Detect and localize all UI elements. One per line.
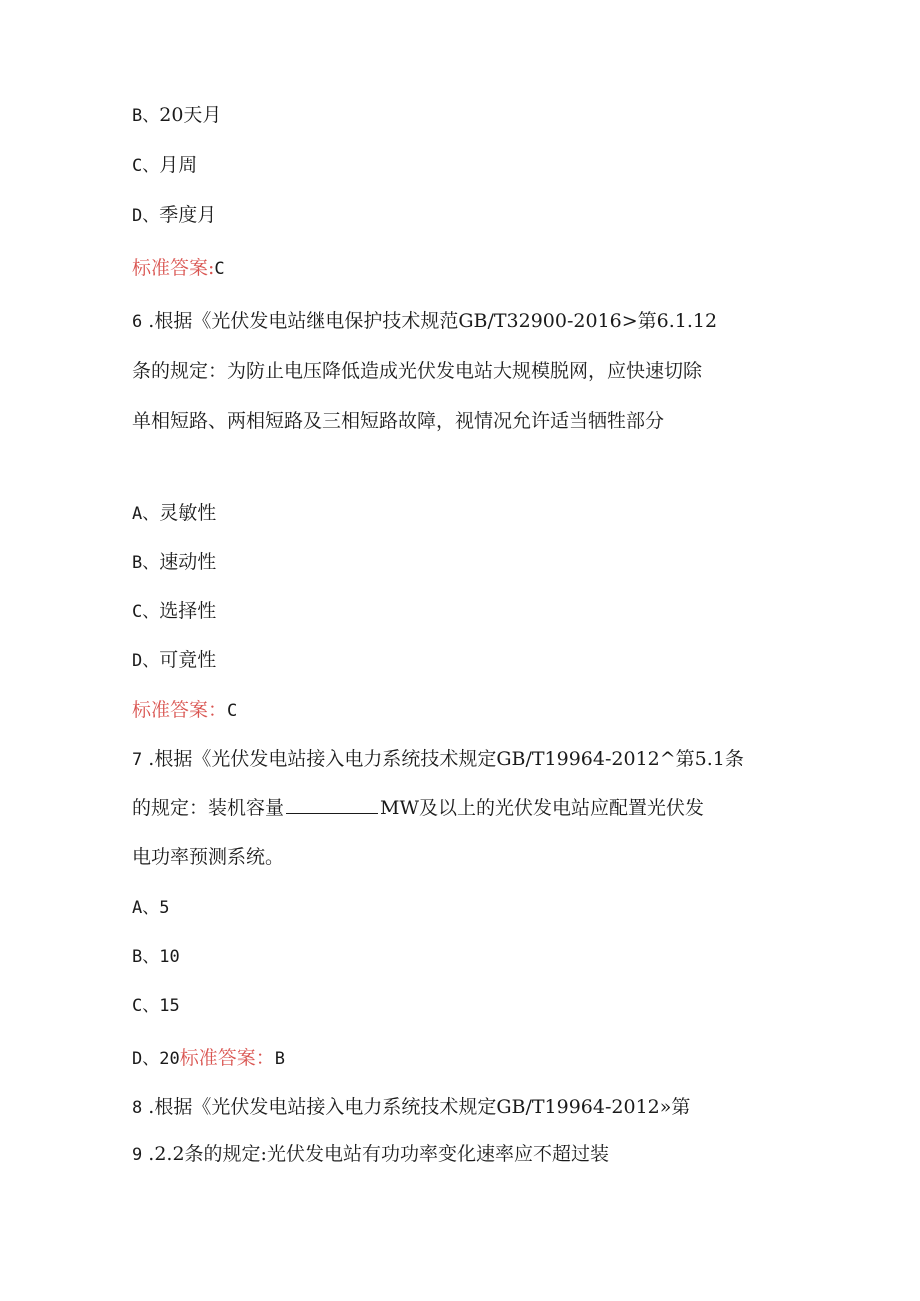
q9-stem-line-1 xyxy=(132,1141,609,1168)
q7-stem-line-3: 电功率预测系统。 xyxy=(132,846,285,868)
question-text: .根据《光伏发电站接入电力系统技术规定GB/T19964-2012»第 xyxy=(142,1096,691,1118)
option-text: 灵敏性 xyxy=(159,502,217,524)
q6-option-c xyxy=(132,598,216,625)
q7-option-b xyxy=(132,943,180,970)
question-number: 6 xyxy=(132,312,143,332)
question-text: .2.2条的规定:光伏发电站有功功率变化速率应不超过装 xyxy=(142,1143,609,1165)
answer-label: 标准答案： xyxy=(132,699,228,721)
option-text: 15 xyxy=(159,996,180,1016)
answer-value: C xyxy=(214,259,225,279)
q6-stem-line-1 xyxy=(132,308,717,335)
q5-option-d xyxy=(132,202,216,229)
option-label: B、 xyxy=(132,947,160,967)
option-label: D、 xyxy=(132,206,160,226)
option-label: C、 xyxy=(132,996,160,1016)
option-label: D、 xyxy=(132,651,160,671)
q7-stem-line-2 xyxy=(132,795,704,821)
option-label: B、 xyxy=(132,553,160,573)
question-number: 7 xyxy=(132,750,143,770)
q6-stem-line-2: 条的规定：为防止电压降低造成光伏发电站大规模脱网，应快速切除 xyxy=(132,360,703,382)
q8-stem-line-1 xyxy=(132,1094,690,1121)
question-text: .根据《光伏发电站继电保护技术规范GB/T32900-2016>第6.1.12 xyxy=(142,310,718,332)
option-label: A、 xyxy=(132,898,160,918)
q6-option-a xyxy=(132,500,216,527)
option-label: C、 xyxy=(132,156,160,176)
option-text: 10 xyxy=(159,947,180,967)
q5-answer xyxy=(132,255,225,282)
answer-value: B xyxy=(274,1049,285,1069)
option-text: 5 xyxy=(159,898,170,918)
q5-option-b xyxy=(132,102,221,129)
question-number: 9 xyxy=(132,1145,143,1165)
option-text: 月周 xyxy=(159,154,198,176)
option-text: 选择性 xyxy=(159,600,217,622)
option-text: 可竟性 xyxy=(159,649,217,671)
q6-option-b xyxy=(132,549,216,576)
q7-stem-line-1 xyxy=(132,746,744,773)
option-text: 速动性 xyxy=(159,551,217,573)
question-text-before-blank: 的规定：装机容量 xyxy=(132,797,285,819)
q6-option-d xyxy=(132,647,216,674)
answer-label: 标准答案: xyxy=(132,257,215,279)
q7-option-d-with-answer xyxy=(132,1045,285,1072)
q7-option-c xyxy=(132,992,180,1019)
q7-option-a xyxy=(132,894,170,921)
option-label: C、 xyxy=(132,602,160,622)
answer-label: 标准答案： xyxy=(179,1047,275,1069)
option-label: A、 xyxy=(132,504,160,524)
option-label: D、 xyxy=(132,1049,160,1069)
answer-value: C xyxy=(227,701,238,721)
option-text: 20 xyxy=(159,1049,180,1069)
question-number: 8 xyxy=(132,1098,143,1118)
option-text: 20天月 xyxy=(159,104,222,126)
option-label: B、 xyxy=(132,106,160,126)
fill-in-blank xyxy=(286,795,378,814)
q6-stem-line-3: 单相短路、两相短路及三相短路故障，视情况允许适当牺牲部分 xyxy=(132,410,665,432)
question-text-after-blank: MW及以上的光伏发电站应配置光伏发 xyxy=(380,797,704,819)
q5-option-c xyxy=(132,152,197,179)
q7-answer xyxy=(180,1047,285,1069)
question-text: .根据《光伏发电站接入电力系统技术规定GB/T19964-2012^第5.1条 xyxy=(142,748,744,770)
option-text: 季度月 xyxy=(159,204,217,226)
q6-answer xyxy=(132,697,237,724)
